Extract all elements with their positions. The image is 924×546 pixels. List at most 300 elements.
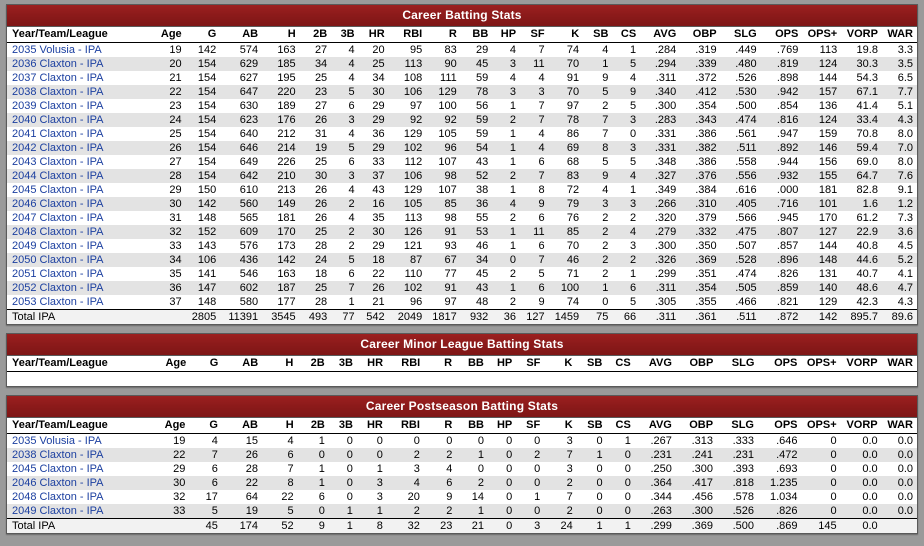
cell-team[interactable]: 2049 Claxton - IPA: [12, 240, 104, 252]
cell-hr: 3: [376, 491, 383, 503]
cell-hp: 4: [509, 72, 517, 84]
col-vorp: VORP: [841, 418, 882, 434]
cell-sb: 0: [596, 463, 603, 475]
table-row[interactable]: [7, 141, 917, 155]
table-row[interactable]: [7, 99, 917, 113]
cell-k: 69: [549, 141, 584, 155]
cell-k: 7: [566, 491, 573, 503]
cell-sf: 7: [520, 113, 549, 127]
cell-rbi: 102: [389, 281, 427, 295]
cell-ops-plus: 145: [802, 519, 841, 534]
cell-ops: .472: [758, 448, 802, 462]
cell-2b: 26: [300, 113, 332, 127]
cell-3b: 77: [331, 310, 358, 325]
cell-rbi: 20: [407, 491, 420, 503]
cell-cs: 4: [612, 169, 640, 183]
total-row: [7, 519, 917, 534]
cell-ab: 11391: [220, 310, 262, 325]
cell-cs: 1: [630, 268, 637, 280]
cell-team[interactable]: 2044 Claxton - IPA: [7, 169, 152, 183]
col-obp: OBP: [676, 418, 717, 434]
cell-rbi: 102: [389, 141, 427, 155]
cell-ops-plus: 0: [802, 504, 841, 519]
table-row[interactable]: [7, 253, 917, 267]
col-cs: CS: [612, 27, 640, 43]
cell-r: 83: [444, 44, 457, 56]
cell-team[interactable]: 2040 Claxton - IPA: [7, 113, 152, 127]
table-row[interactable]: [7, 281, 917, 295]
cell-team[interactable]: 2041 Claxton - IPA: [12, 128, 104, 140]
cell-h: 195: [277, 72, 296, 84]
cell-bb: 52: [461, 169, 493, 183]
cell-age: [155, 519, 189, 534]
cell-h: 220: [262, 85, 300, 99]
cell-hp: 2: [509, 268, 517, 280]
cell-rbi: 0: [413, 435, 420, 447]
cell-sb: 1: [577, 519, 607, 534]
cell-sb: 3: [583, 197, 612, 211]
cell-vorp: 67.1: [841, 85, 882, 99]
cell-team[interactable]: 2035 Volusia - IPA: [12, 435, 102, 447]
cell-ab: 610: [239, 184, 259, 196]
cell-war: 9.1: [897, 184, 913, 196]
cell-2b: 1: [298, 476, 329, 490]
cell-obp: .343: [680, 113, 720, 127]
table-row[interactable]: [7, 448, 917, 462]
cell-vorp: 48.6: [841, 281, 882, 295]
cell-cs: 66: [612, 310, 640, 325]
cell-k: 86: [566, 128, 580, 140]
cell-ops: .944: [776, 156, 799, 168]
cell-bb: 59: [476, 128, 489, 140]
cell-war: 5.1: [897, 100, 913, 112]
cell-ops-plus: 159: [818, 128, 838, 140]
cell-team[interactable]: 2045 Claxton - IPA: [12, 184, 104, 196]
cell-ab: 22: [222, 476, 262, 490]
table-row[interactable]: [7, 169, 917, 183]
cell-sf: 6: [538, 240, 545, 252]
cell-obp: .313: [691, 435, 714, 447]
cell-sb: 0: [577, 476, 607, 490]
cell-sf: 9: [538, 296, 545, 308]
cell-h: 177: [277, 296, 296, 308]
cell-ops-plus: 0: [830, 435, 837, 447]
cell-sb: 2: [602, 268, 609, 280]
cell-sf: 2: [516, 448, 544, 462]
cell-team[interactable]: 2051 Claxton - IPA: [12, 268, 104, 280]
cell-r: 97: [444, 296, 457, 308]
cell-team[interactable]: 2046 Claxton - IPA: [7, 476, 155, 490]
col-bb: BB: [456, 356, 488, 372]
cell-age: 22: [155, 448, 189, 462]
cell-sb: 75: [583, 310, 612, 325]
cell-r: 2: [424, 448, 456, 462]
cell-avg: .331: [640, 141, 680, 155]
cell-h: 7: [287, 463, 294, 475]
cell-sf: 6: [520, 281, 549, 295]
cell-sb: 0: [596, 491, 603, 503]
cell-slg: .449: [735, 44, 757, 56]
cell-hp: 0: [488, 476, 516, 490]
cell-hr: 29: [372, 100, 385, 112]
table-row[interactable]: [7, 476, 917, 490]
cell-3b: 3: [331, 169, 358, 183]
cell-ab: 627: [239, 72, 259, 84]
table-row[interactable]: [7, 504, 917, 519]
cell-team[interactable]: 2047 Claxton - IPA: [12, 212, 104, 224]
col-war: WAR: [882, 418, 917, 434]
cell-sb: 9: [583, 169, 612, 183]
cell-r: 91: [426, 225, 461, 239]
cell-ops-plus: 0: [830, 463, 837, 475]
cell-2b: 23: [300, 85, 332, 99]
cell-sf: 4: [538, 72, 545, 84]
cell-avg: .284: [654, 44, 677, 56]
col-hp: HP: [488, 356, 516, 372]
cell-obp: .372: [695, 72, 717, 84]
cell-cs: 2: [612, 253, 640, 267]
cell-sf: 3: [520, 85, 549, 99]
cell-team[interactable]: 2037 Claxton - IPA: [12, 72, 104, 84]
cell-cs: 3: [630, 240, 637, 252]
cell-avg: .263: [635, 504, 676, 519]
cell-hr: 18: [359, 253, 389, 267]
cell-team[interactable]: 2048 Claxton - IPA: [12, 491, 104, 503]
cell-rbi: 129: [403, 184, 423, 196]
cell-total-label: Total IPA: [7, 519, 155, 534]
col-ab: AB: [222, 356, 262, 372]
col-rbi: RBI: [387, 418, 424, 434]
cell-obp: .354: [695, 100, 717, 112]
cell-war: 7.6: [882, 169, 917, 183]
cell-r: 6: [424, 476, 456, 490]
table-row[interactable]: [7, 71, 917, 85]
cell-war: 7.0: [882, 141, 917, 155]
cell-cs: 6: [612, 281, 640, 295]
cell-g: 106: [186, 253, 221, 267]
cell-cs: 3: [612, 113, 640, 127]
cell-ab: 64: [245, 491, 258, 503]
cell-war: 89.6: [882, 310, 917, 325]
cell-bb: 34: [461, 253, 493, 267]
cell-3b: 4: [348, 212, 355, 224]
cell-3b: 0: [346, 491, 353, 503]
cell-team[interactable]: 2048 Claxton - IPA: [7, 225, 152, 239]
cell-h: 185: [262, 57, 300, 71]
cell-sf: 0: [516, 504, 544, 519]
cell-2b: 30: [300, 169, 332, 183]
table-row[interactable]: [7, 155, 917, 169]
cell-cs: 0: [607, 448, 635, 462]
cell-slg: .474: [721, 113, 761, 127]
cell-ops-plus: 170: [818, 212, 838, 224]
cell-k: 79: [549, 197, 584, 211]
cell-sb: 9: [602, 72, 609, 84]
cell-rbi: 2049: [389, 310, 427, 325]
cell-3b: 4: [348, 72, 355, 84]
cell-bb: 0: [477, 463, 484, 475]
cell-vorp: 59.4: [841, 141, 882, 155]
cell-r: 92: [426, 113, 461, 127]
cell-h: 213: [277, 184, 296, 196]
cell-ops: .826: [776, 268, 799, 280]
cell-team[interactable]: 2049 Claxton - IPA: [7, 504, 155, 519]
table-row[interactable]: [7, 225, 917, 239]
cell-k: 68: [566, 156, 580, 168]
table-row[interactable]: [7, 113, 917, 127]
col-2b: 2B: [300, 27, 332, 43]
cell-h: 6: [262, 448, 298, 462]
cell-rbi: 4: [387, 476, 424, 490]
col-avg: AVG: [635, 356, 676, 372]
cell-3b: 2: [348, 240, 355, 252]
cell-avg: .283: [640, 113, 680, 127]
cell-avg: .326: [640, 253, 680, 267]
cell-age: 30: [152, 197, 186, 211]
cell-ops: .892: [761, 141, 803, 155]
cell-h: 210: [262, 169, 300, 183]
cell-cs: 0: [630, 128, 637, 140]
table-row[interactable]: [7, 43, 917, 58]
cell-g: 154: [197, 72, 217, 84]
cell-3b: 1: [329, 519, 357, 534]
table-row[interactable]: [7, 57, 917, 71]
cell-team[interactable]: 2046 Claxton - IPA: [7, 197, 152, 211]
cell-vorp: 70.8: [856, 128, 878, 140]
cell-sb: 8: [583, 141, 612, 155]
cell-2b: 6: [318, 491, 325, 503]
cell-obp: .386: [695, 156, 717, 168]
cell-age: 29: [169, 184, 182, 196]
cell-2b: 18: [314, 268, 328, 280]
cell-war: 4.3: [897, 296, 913, 308]
cell-ab: 649: [239, 156, 259, 168]
cell-hp: 1: [509, 240, 517, 252]
cell-obp: .339: [680, 57, 720, 71]
table-row[interactable]: [7, 197, 917, 211]
cell-war: 0.0: [882, 504, 917, 519]
col-year-team-league: Year/Team/League: [7, 418, 155, 434]
cell-rbi: 106: [389, 85, 427, 99]
cell-avg: .300: [654, 100, 677, 112]
cell-slg: .616: [735, 184, 757, 196]
cell-avg: .266: [640, 197, 680, 211]
table-header: [7, 27, 917, 43]
cell-slg: .500: [717, 519, 758, 534]
cell-ab: 436: [220, 253, 262, 267]
cell-hr: 3: [357, 476, 387, 490]
cell-team[interactable]: 2053 Claxton - IPA: [12, 296, 104, 308]
cell-hr: 16: [359, 197, 389, 211]
cell-sb: 5: [583, 85, 612, 99]
cell-war: 4.5: [897, 240, 913, 252]
cell-age: 27: [169, 156, 182, 168]
col-2b: 2B: [297, 356, 328, 372]
cell-team[interactable]: 2038 Claxton - IPA: [7, 85, 152, 99]
career-postseason-batting-stats-panel: [6, 395, 918, 534]
cell-ops: .819: [761, 57, 803, 71]
cell-hp: 1: [492, 141, 520, 155]
cell-avg: .305: [654, 296, 677, 308]
cell-ops: .932: [761, 169, 803, 183]
cell-age: 36: [152, 281, 186, 295]
cell-vorp: 61.2: [856, 212, 878, 224]
cell-hr: 21: [372, 296, 385, 308]
cell-ab: 574: [239, 44, 259, 56]
cell-ops-plus: 144: [818, 72, 838, 84]
cell-k: 74: [566, 44, 580, 56]
cell-r: 77: [444, 268, 457, 280]
cell-sf: 8: [538, 184, 545, 196]
cell-war: 7.3: [897, 212, 913, 224]
cell-3b: 0: [329, 448, 357, 462]
cell-rbi: 112: [404, 156, 423, 168]
cell-k: 78: [549, 113, 584, 127]
cell-hr: 1: [357, 504, 387, 519]
cell-age: 26: [152, 141, 186, 155]
col-avg: AVG: [640, 27, 680, 43]
cell-team[interactable]: 2042 Claxton - IPA: [7, 141, 152, 155]
cell-cs: 0: [607, 476, 635, 490]
cell-ab: 546: [239, 268, 259, 280]
cell-slg: .530: [721, 85, 761, 99]
cell-g: 143: [197, 240, 217, 252]
col-3b: 3B: [331, 27, 358, 43]
cell-rbi: 113: [389, 57, 427, 71]
cell-slg: .526: [717, 504, 758, 519]
table-body: [7, 434, 917, 534]
cell-r: 98: [444, 212, 457, 224]
cell-cs: 1: [624, 435, 631, 447]
table-row[interactable]: [7, 462, 917, 476]
cell-war: 4.7: [882, 281, 917, 295]
cell-g: 154: [186, 57, 221, 71]
cell-war: 4.1: [897, 268, 913, 280]
cell-h: 163: [277, 268, 296, 280]
cell-ops: .947: [776, 128, 799, 140]
cell-sf: 11: [520, 57, 549, 71]
table-row[interactable]: [7, 183, 917, 197]
cell-k: 46: [549, 253, 584, 267]
table-row[interactable]: [7, 434, 917, 449]
table-body: [7, 43, 917, 325]
cell-vorp: 0.0: [841, 504, 882, 519]
cell-slg: .566: [735, 212, 757, 224]
cell-age: 33: [169, 240, 182, 252]
cell-age: 19: [169, 44, 182, 56]
cell-hp: 0: [488, 519, 516, 534]
cell-hr: 20: [372, 44, 385, 56]
col-sf: SF: [520, 27, 549, 43]
cell-ops-plus: 131: [818, 268, 838, 280]
cell-slg: .507: [735, 240, 757, 252]
cell-cs: 9: [612, 85, 640, 99]
cell-avg: .320: [654, 212, 677, 224]
cell-total-label: Total IPA: [7, 310, 152, 325]
col-rbi: RBI: [389, 27, 427, 43]
col-year-team-league: Year/Team/League: [7, 356, 156, 372]
cell-team[interactable]: 2043 Claxton - IPA: [12, 156, 104, 168]
table-row[interactable]: [7, 490, 917, 504]
cell-sf: 7: [520, 169, 549, 183]
cell-sb: 2: [602, 240, 609, 252]
cell-team[interactable]: 2045 Claxton - IPA: [12, 463, 104, 475]
cell-ops-plus: 146: [802, 141, 841, 155]
cell-age: 33: [155, 504, 189, 519]
cell-g: 2805: [186, 310, 221, 325]
cell-avg: .300: [654, 240, 677, 252]
cell-cs: 1: [630, 184, 637, 196]
table-row[interactable]: [7, 211, 917, 225]
table-row[interactable]: [7, 295, 917, 310]
cell-k: 70: [549, 85, 584, 99]
table-row[interactable]: [7, 239, 917, 253]
cell-age: 24: [152, 113, 186, 127]
cell-obp: .354: [680, 281, 720, 295]
table-row[interactable]: [7, 267, 917, 281]
col-war: WAR: [882, 27, 917, 43]
cell-sf: 11: [520, 225, 549, 239]
cell-avg: .294: [640, 57, 680, 71]
cell-ops: .857: [776, 240, 799, 252]
cell-k: 7: [544, 448, 576, 462]
cell-sb: 1: [583, 57, 612, 71]
cell-hp: 1: [492, 225, 520, 239]
cell-team[interactable]: 2052 Claxton - IPA: [7, 281, 152, 295]
header-row: [7, 418, 917, 434]
cell-sf: 7: [538, 44, 545, 56]
table-row[interactable]: [7, 127, 917, 141]
cell-war: 3.6: [882, 225, 917, 239]
cell-team[interactable]: 2050 Claxton - IPA: [7, 253, 152, 267]
cell-team[interactable]: 2036 Claxton - IPA: [7, 57, 152, 71]
cell-h: 149: [262, 197, 300, 211]
cell-ab: 28: [245, 463, 258, 475]
cell-team[interactable]: 2035 Volusia - IPA: [12, 44, 102, 56]
col-vorp: VORP: [841, 356, 882, 372]
col-sf: SF: [516, 356, 544, 372]
cell-avg: .279: [640, 225, 680, 239]
cell-vorp: 22.9: [841, 225, 882, 239]
table-row[interactable]: [7, 85, 917, 99]
cell-cs: 5: [630, 296, 637, 308]
cell-2b: 25: [314, 156, 328, 168]
cell-team[interactable]: 2038 Claxton - IPA: [7, 448, 155, 462]
header-row: [7, 27, 917, 43]
cell-2b: 24: [300, 253, 332, 267]
cell-3b: 2: [331, 225, 358, 239]
cell-team[interactable]: 2039 Claxton - IPA: [12, 100, 104, 112]
cell-sb: 1: [577, 448, 607, 462]
col-war: WAR: [882, 356, 917, 372]
cell-vorp: 44.6: [841, 253, 882, 267]
cell-bb: 21: [456, 519, 488, 534]
cell-g: 148: [197, 212, 217, 224]
cell-slg: .500: [735, 100, 757, 112]
cell-slg: .405: [721, 197, 761, 211]
cell-obp: .310: [680, 197, 720, 211]
cell-ops-plus: 144: [818, 240, 838, 252]
cell-ops: .945: [776, 212, 799, 224]
cell-r: 1817: [426, 310, 461, 325]
cell-rbi: 3: [413, 463, 420, 475]
cell-hr: 35: [372, 212, 385, 224]
col-3b: 3B: [329, 418, 357, 434]
cell-bb: 55: [476, 212, 489, 224]
col-hr: HR: [357, 356, 387, 372]
cell-war: 4.3: [882, 113, 917, 127]
col-bb: BB: [456, 418, 488, 434]
